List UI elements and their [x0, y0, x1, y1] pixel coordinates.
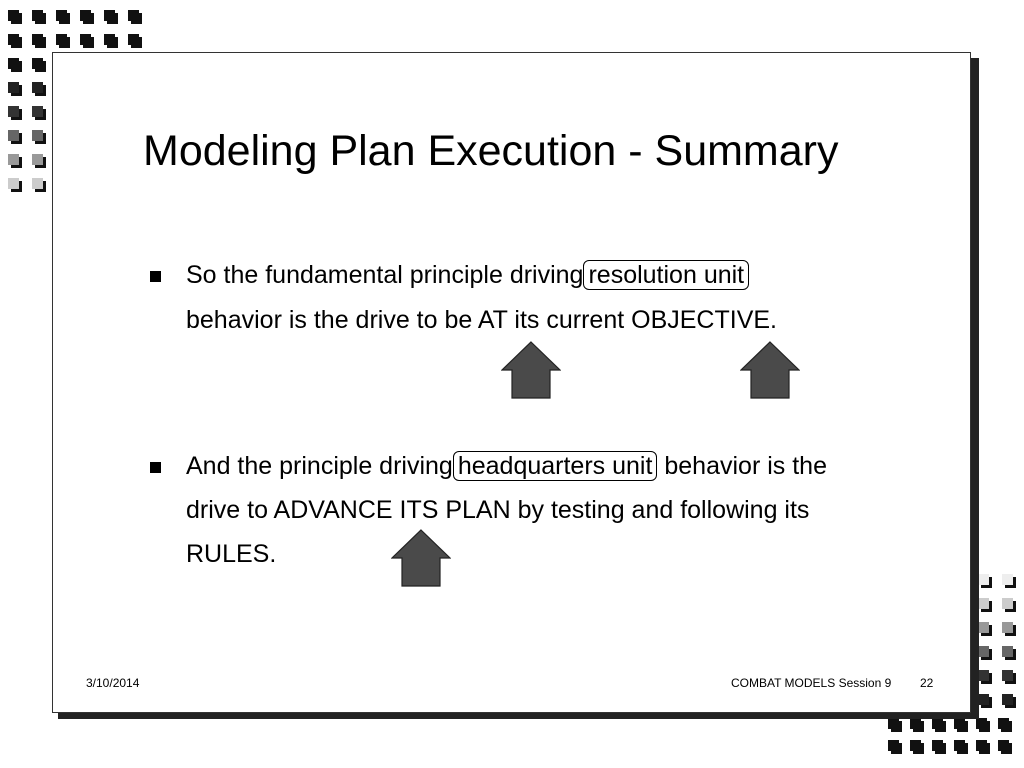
decorative-square [954, 740, 968, 754]
decorative-square [32, 106, 46, 120]
bullet-2-text-after: behavior is the [664, 452, 827, 480]
decorative-square [8, 82, 22, 96]
decorative-square [8, 106, 22, 120]
footer-date: 3/10/2014 [86, 676, 140, 690]
decorative-square [888, 718, 902, 732]
resolution-unit-box: resolution unit [583, 260, 749, 290]
decorative-square [80, 10, 94, 24]
decorative-square [32, 154, 46, 168]
decorative-square [32, 130, 46, 144]
decorative-square [976, 718, 990, 732]
decorative-square [8, 178, 22, 192]
decorative-square [932, 718, 946, 732]
bullet-2-line-3: RULES. [186, 540, 277, 568]
decorative-square [8, 154, 22, 168]
slide-title: Modeling Plan Execution - Summary [143, 127, 839, 175]
bullet-2-text: And the principle driving [186, 452, 453, 480]
slide [52, 52, 971, 713]
decorative-square [104, 34, 118, 48]
decorative-square [104, 10, 118, 24]
decorative-square [1002, 598, 1016, 612]
decorative-square [128, 10, 142, 24]
bullet-2-line-2: drive to ADVANCE ITS PLAN by testing and following its [186, 496, 810, 524]
decorative-square [32, 34, 46, 48]
decorative-square [1002, 646, 1016, 660]
decorative-square [8, 10, 22, 24]
decorative-square [1002, 670, 1016, 684]
decorative-square [128, 34, 142, 48]
decorative-square [1002, 622, 1016, 636]
bullet-marker [150, 271, 161, 282]
decorative-square [32, 10, 46, 24]
decorative-square [56, 34, 70, 48]
decorative-square [978, 646, 992, 660]
decorative-square [998, 718, 1012, 732]
decorative-square [8, 58, 22, 72]
decorative-square [978, 622, 992, 636]
decorative-square [32, 82, 46, 96]
decorative-square [978, 694, 992, 708]
decorative-square [8, 34, 22, 48]
decorative-square [978, 598, 992, 612]
decorative-square [56, 10, 70, 24]
up-arrow-icon [391, 529, 451, 587]
decorative-square [954, 718, 968, 732]
decorative-square [998, 740, 1012, 754]
up-arrow-icon [501, 341, 561, 399]
bullet-1-text: So the fundamental principle driving [186, 261, 584, 289]
footer-page-number: 22 [920, 676, 934, 690]
decorative-square [1002, 574, 1016, 588]
decorative-square [80, 34, 94, 48]
up-arrow-icon [740, 341, 800, 399]
decorative-square [1002, 694, 1016, 708]
bullet-marker [150, 462, 161, 473]
bullet-1-line-1 [186, 260, 749, 290]
headquarters-unit-box: headquarters unit [453, 451, 658, 481]
decorative-square [978, 670, 992, 684]
bullet-2-line-1 [186, 451, 827, 481]
decorative-square [978, 574, 992, 588]
decorative-square [932, 740, 946, 754]
decorative-square [8, 130, 22, 144]
decorative-square [888, 740, 902, 754]
bullet-1-line-2: behavior is the drive to be AT its current OBJECTIVE. [186, 306, 777, 334]
footer-course: COMBAT MODELS Session 9 [731, 676, 892, 690]
decorative-square [976, 740, 990, 754]
decorative-square [32, 178, 46, 192]
decorative-square [910, 740, 924, 754]
decorative-square [32, 58, 46, 72]
decorative-square [910, 718, 924, 732]
